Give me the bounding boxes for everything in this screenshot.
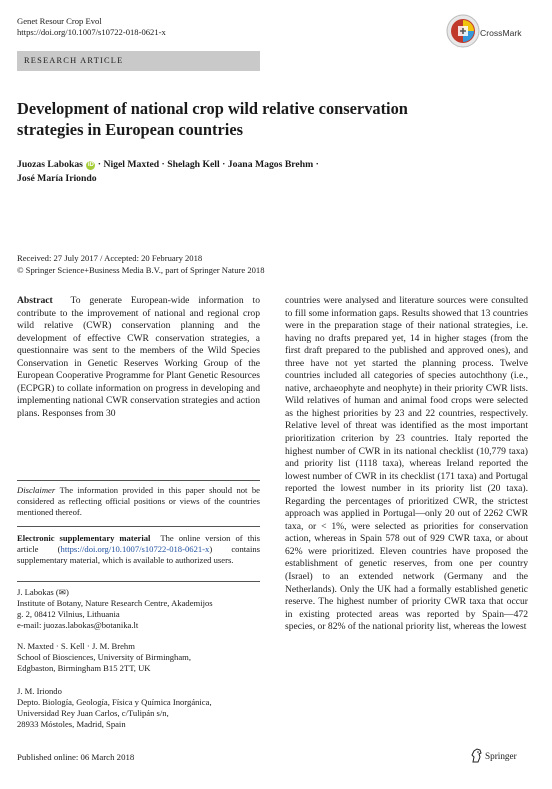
affiliation-line: Universidad Rey Juan Carlos, c/Tulipán s/n, [17, 708, 169, 718]
crossmark-badge[interactable] [446, 14, 536, 50]
crossmark-icon [446, 14, 480, 48]
divider [17, 581, 260, 582]
crossmark-label: CrossMark [480, 28, 522, 38]
esm-text-1: The online version of this article ( [17, 533, 260, 554]
author-list [17, 158, 487, 186]
publisher-name: Springer [485, 751, 517, 761]
journal-name: Genet Resour Crop Evol [17, 16, 102, 26]
affiliation-line: Institute of Botany, Nature Research Centre, Akademijos [17, 598, 213, 608]
abstract-text: To generate European-wide information to contribute to the improvement of national and regional crop wild relative (CWR) conservation planning and the development of effective CWR conservation strategies, a questionnaire was sent to the members of the Wild Species Conservation in Genetic Reserves Working Group of the European Cooperative Programme for Plant Genetic Resources (ECPGR) to collate information on progress in developing and implementing national CWR conservation strategies and action plans. Responses from 30 [17, 295, 260, 419]
author-labokas[interactable]: Juozas Labokas [17, 159, 83, 170]
article-doi[interactable]: https://doi.org/10.1007/s10722-018-0621-x [17, 27, 166, 37]
affiliation-author: N. Maxted · S. Kell · J. M. Brehm [17, 641, 135, 651]
divider [17, 480, 260, 481]
affiliation-author: J. Labokas (✉) [17, 587, 69, 597]
article-title [17, 98, 487, 140]
article-dates [17, 253, 265, 276]
author-iriondo: José María Iriondo [17, 173, 97, 184]
esm-link[interactable]: https://doi.org/10.1007/s10722-018-0621-x [60, 544, 210, 554]
abstract [17, 295, 260, 420]
affiliation-1 [17, 587, 260, 631]
article-type-banner: RESEARCH ARTICLE [17, 51, 260, 71]
affiliation-line: Depto. Biología, Geología, Física y Química Inorgánica, [17, 697, 212, 707]
disclaimer-text: The information provided in this paper should not be considered as reflecting official positions or views of the countries mentioned thereof. [17, 485, 260, 517]
author-names-rest: · Nigel Maxted · Shelagh Kell · Joana Magos Brehm · [97, 159, 319, 170]
affiliation-author: J. M. Iriondo [17, 686, 62, 696]
abstract-heading: Abstract [17, 295, 53, 306]
springer-logo [470, 748, 530, 764]
title-line-2: strategies in European countries [17, 120, 243, 139]
affiliation-line: Edgbaston, Birmingham B15 2TT, UK [17, 663, 151, 673]
esm-heading: Electronic supplementary material [17, 533, 151, 543]
supplementary-material-note [17, 533, 260, 566]
disclaimer-heading: Disclaimer [17, 485, 56, 495]
received-accepted: Received: 27 July 2017 / Accepted: 20 February 2018 [17, 253, 203, 263]
disclaimer [17, 485, 260, 518]
title-line-1: Development of national crop wild relative conservation [17, 99, 408, 118]
affiliation-2 [17, 641, 260, 674]
divider [17, 526, 260, 527]
affiliation-line: 28933 Móstoles, Madrid, Spain [17, 719, 126, 729]
abstract-continuation: countries were analysed and literature sources were consulted to fill some information gaps. Results showed that 13 countries were in the preparation stage of their national strategies, i.e. having no drafts prepared yet, 14 in higher stages (from the first draft prepared to the published and approved ones), and three have not yet started the planning process. Twelve countries included all categories of species autochthony (i.e., native, archaeophyte and neophyte) in their priority CWR lists. Wild relatives of human and animal food crops were selected as the highest priorities by 23 and 22 countries, respectively. Relative level of threat was identified as the most important prioritization criterion by 23 countries. Italy reported the highest number of CWR in its national checklist (10,779 taxa) and priority list (1118 taxa), whereas Ireland reported the lowest number of CWR in its checklist (171 taxa) and Portugal reported the lowest number in its priority list (20 taxa). Regarding the percentages of prioritized CWR, the strictest approach was applied in Portugal—only 20 out of 2262 CWR taxa, or < 1%, were selected as priorities for conservation action, whereas in Spain 578 out of 929 CWR taxa, or about 62% were prioritized. Eleven countries have proposed the establishment of genetic reserves, from one per country (Israel) to an extended network (Germany and the Netherlands). Only the UK had a formally established genetic reserve. The highest number of priority CWR taxa that occur in existing protected areas was reported by Spain—472 species, or 82% of the national priority list, whereas the lowest [285, 295, 528, 633]
springer-horse-icon [470, 748, 484, 763]
corresponding-email[interactable]: e-mail: juozas.labokas@botanika.lt [17, 620, 139, 630]
copyright-line: © Springer Science+Business Media B.V., part of Springer Nature 2018 [17, 264, 265, 275]
orcid-icon[interactable]: iD [87, 162, 94, 168]
esm-text-2: ) contains supplementary material, which is available to authorized users. [17, 544, 261, 565]
affiliation-line: g. 2, 08412 Vilnius, Lithuania [17, 609, 120, 619]
journal-header [17, 16, 166, 38]
published-date: Published online: 06 March 2018 [17, 752, 135, 762]
affiliation-line: School of Biosciences, University of Birmingham, [17, 652, 191, 662]
affiliation-3 [17, 686, 260, 730]
